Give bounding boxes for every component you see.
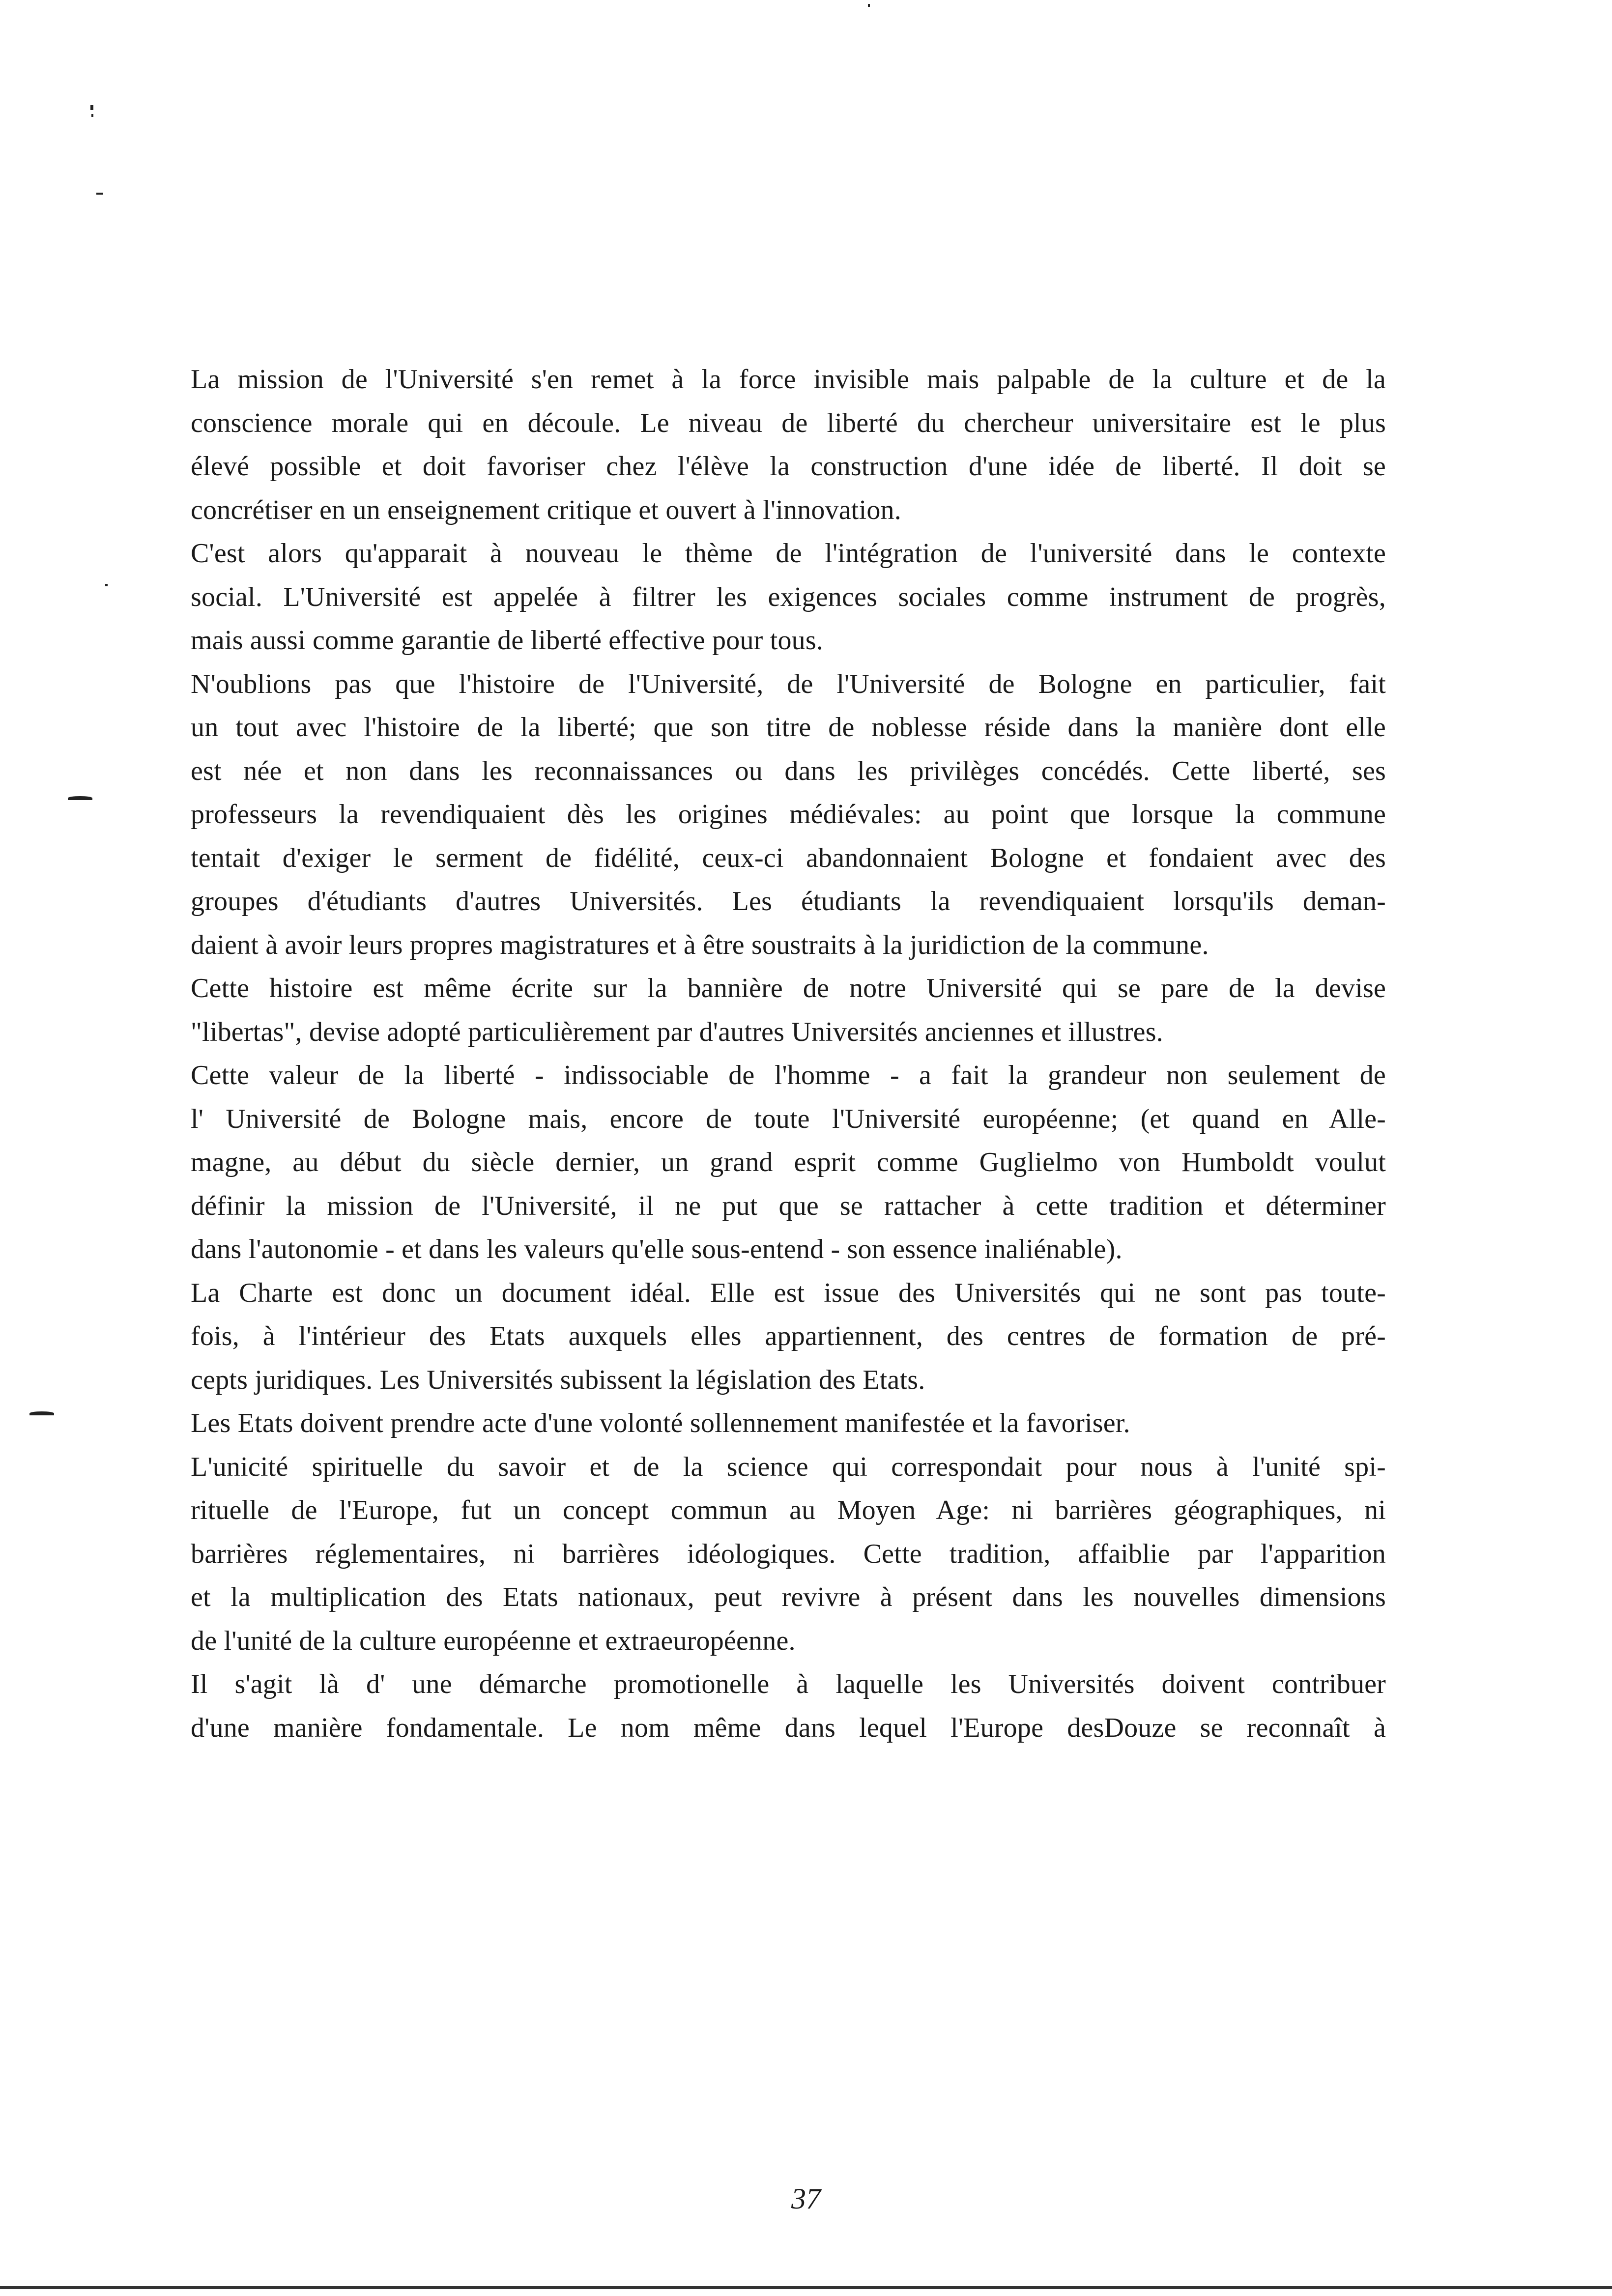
scan-speck — [90, 105, 93, 110]
paragraph — [191, 967, 1386, 1054]
text-line: La mission de l'Université s'en remet à la force invisible mais palpable de la culture et de la — [191, 364, 1386, 395]
scan-speck — [68, 796, 92, 800]
text-line: est née et non dans les reconnaissances ou dans les privilèges concédés. Cette liberté, ses — [191, 755, 1386, 786]
paragraph — [191, 532, 1386, 662]
text-line: et la multiplication des Etats nationaux, peut revivre à présent dans les nouvelles dimensions — [191, 1582, 1386, 1612]
scan-speck — [29, 1411, 54, 1415]
paragraph — [191, 1663, 1386, 1750]
scan-speck — [96, 193, 103, 195]
text-line: l' Université de Bologne mais, encore de toute l'Université européenne; (et quand en Alle- — [191, 1103, 1386, 1134]
text-line: La Charte est donc un document idéal. Elle est issue des Universités qui ne sont pas toute- — [191, 1277, 1386, 1308]
paragraph — [191, 1445, 1386, 1663]
text-line: C'est alors qu'apparait à nouveau le thème de l'intégration de l'université dans le contexte — [191, 538, 1386, 569]
text-line: élevé possible et doit favoriser chez l'élève la construction d'une idée de liberté. Il doit se — [191, 451, 1386, 482]
text-line: d'une manière fondamentale. Le nom même dans lequel l'Europe desDouze se reconnaît à — [191, 1712, 1386, 1743]
text-line: barrières réglementaires, ni barrières idéologiques. Cette tradition, affaiblie par l'apparition — [191, 1538, 1386, 1569]
text-line: un tout avec l'histoire de la liberté; que son titre de noblesse réside dans la manière dont elle — [191, 712, 1386, 743]
body-text — [191, 358, 1386, 1750]
text-line: rituelle de l'Europe, fut un concept commun au Moyen Age: ni barrières géographiques, ni — [191, 1495, 1386, 1525]
text-line: Cette valeur de la liberté - indissociable de l'homme - a fait la grandeur non seulement de — [191, 1060, 1386, 1091]
text-line: magne, au début du siècle dernier, un grand esprit comme Guglielmo von Humboldt voulut — [191, 1147, 1386, 1177]
paragraph — [191, 1054, 1386, 1271]
text-line: cepts juridiques. Les Universités subissent la législation des Etats. — [191, 1364, 925, 1395]
text-line: définir la mission de l'Université, il ne put que se rattacher à cette tradition et déterminer — [191, 1190, 1386, 1221]
text-line: dans l'autonomie - et dans les valeurs qu'elle sous-entend - son essence inaliénable). — [191, 1234, 1123, 1264]
paragraph — [191, 358, 1386, 532]
paragraph — [191, 1402, 1386, 1445]
text-line: social. L'Université est appelée à filtrer les exigences sociales comme instrument de progrès, — [191, 581, 1386, 612]
text-line: N'oublions pas que l'histoire de l'Université, de l'Université de Bologne en particulier, fait — [191, 668, 1386, 699]
text-line: daient à avoir leurs propres magistratures et à être soustraits à la juridiction de la commune. — [191, 929, 1209, 960]
text-line: conscience morale qui en découle. Le niveau de liberté du chercheur universitaire est le plus — [191, 407, 1386, 438]
text-line: mais aussi comme garantie de liberté effective pour tous. — [191, 625, 824, 656]
text-line: L'unicité spirituelle du savoir et de la science qui correspondait pour nous à l'unité spi- — [191, 1451, 1386, 1482]
text-line: Il s'agit là d' une démarche promotionelle à laquelle les Universités doivent contribuer — [191, 1669, 1386, 1699]
scan-speck — [91, 114, 93, 117]
text-line: professeurs la revendiquaient dès les origines médiévales: au point que lorsque la commune — [191, 799, 1386, 830]
paragraph — [191, 662, 1386, 967]
text-line: Les Etats doivent prendre acte d'une volonté sollennement manifestée et la favoriser. — [191, 1408, 1130, 1438]
scan-edge-line — [0, 2286, 1612, 2289]
paragraph — [191, 1271, 1386, 1402]
page-number: 37 — [791, 2182, 821, 2215]
text-line: "libertas", devise adopté particulièrement par d'autres Universités anciennes et illustres. — [191, 1016, 1163, 1047]
text-line: concrétiser en un enseignement critique et ouvert à l'innovation. — [191, 494, 901, 525]
text-line: de l'unité de la culture européenne et extraeuropéenne. — [191, 1625, 796, 1656]
text-line: tentait d'exiger le serment de fidélité, ceux-ci abandonnaient Bologne et fondaient avec des — [191, 842, 1386, 873]
scan-speck — [868, 4, 870, 7]
scan-speck — [105, 584, 108, 586]
text-line: Cette histoire est même écrite sur la bannière de notre Université qui se pare de la devise — [191, 973, 1386, 1004]
text-line: fois, à l'intérieur des Etats auxquels elles appartiennent, des centres de formation de pré- — [191, 1321, 1386, 1351]
text-line: groupes d'étudiants d'autres Universités. Les étudiants la revendiquaient lorsqu'ils deman- — [191, 886, 1386, 917]
